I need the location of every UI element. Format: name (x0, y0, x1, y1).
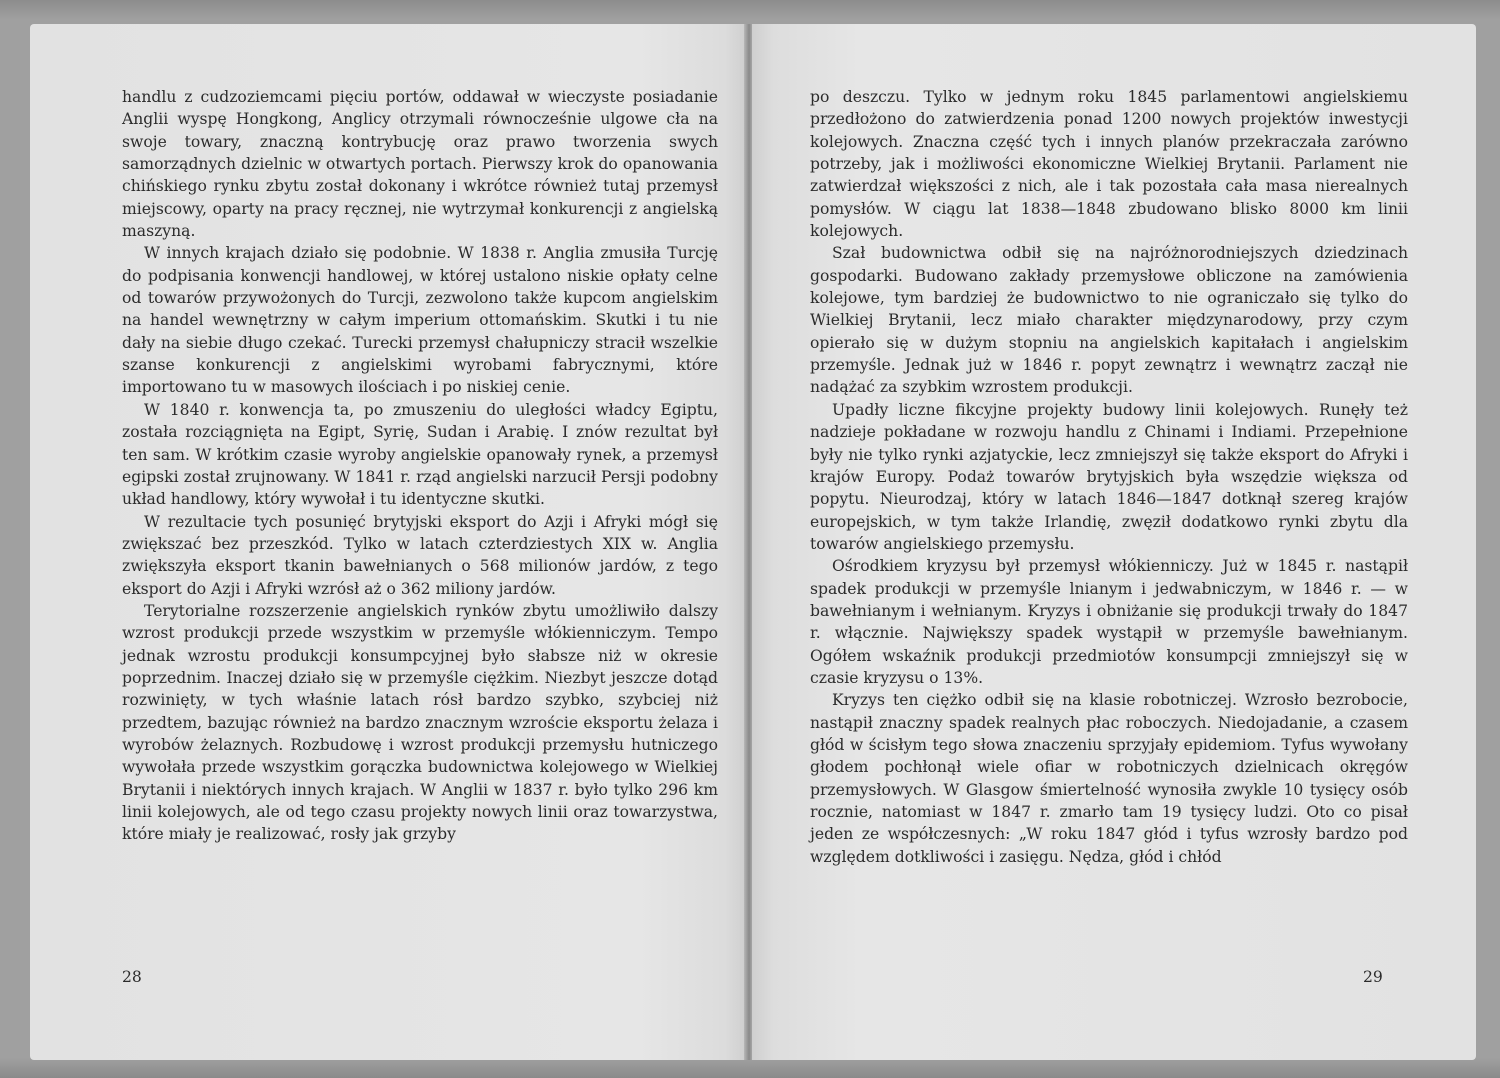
left-page-text (122, 86, 718, 846)
right-page (752, 24, 1476, 1060)
paragraph: Kryzys ten ciężko odbił się na klasie robotniczej. Wzrosło bezrobocie, nastąpił znaczny spadek realnych płac roboczych. Niedojadanie, a czasem głód w ścisłym tego słowa znaczeniu sprzyjały epidemiom. Tyfus wywołany głodem pochłonął wiele ofiar w robotniczych dzielnicach okręgów przemysłowych. W Glasgow śmiertelność wynosiła zwykle 10 tysięcy osób rocznie, natomiast w 1847 r. zmarło tam 19 tysięcy ludzi. Oto co pisał jeden ze współczesnych: „W roku 1847 głód i tyfus wzrosły bardzo pod względem dotkliwości i zasięgu. Nędza, głód i chłód (810, 691, 1408, 866)
paragraph: W 1840 r. konwencja ta, po zmuszeniu do uległości władcy Egiptu, została rozciągnięta na Egipt, Syrię, Sudan i Arabię. I znów rezultat był ten sam. W krótkim czasie wyroby angielskie opanowały rynek, a przemysł egipski został zrujnowany. W 1841 r. rząd angielski narzucił Persji podobny układ handlowy, który wywołał i tu identyczne skutki. (122, 400, 718, 509)
paragraph: Szał budownictwa odbił się na najróżnorodniejszych dziedzinach gospodarki. Budowano zakłady przemysłowe obliczone na zamówienia kolejowe, tym bardziej że budownictwo to nie ograniczało się tylko do Wielkiej Brytanii, lecz miało charakter międzynarodowy, przy czym opierało się w dużym stopniu na angielskich kapitałach i angielskim przemyśle. Jednak już w 1846 r. popyt zewnątrz i wewnątrz zaczął nie nadążać za szybkim wzrostem produkcji. (810, 244, 1408, 397)
left-page (30, 24, 746, 1060)
page-number-right: 29 (1363, 968, 1383, 986)
paragraph: Terytorialne rozszerzenie angielskich rynków zbytu umożliwiło dalszy wzrost produkcji przede wszystkim w przemyśle włókienniczym. Tempo jednak wzrostu produkcji konsumpcyjnej było słabsze niż w okresie poprzednim. Inaczej działo się w przemyśle ciężkim. Niezbyt jeszcze dotąd rozwinięty, w tych właśnie latach rósł bardzo szybko, szybciej niż przedtem, bazując również na bardzo znacznym wzroście eksportu żelaza i wyrobów żelaznych. Rozbudowę i wzrost produkcji przemysłu hutniczego wywołała przede wszystkim gorączka budownictwa kolejowego w Wielkiej Brytanii i niektórych innych krajach. W Anglii w 1837 r. było tylko 296 km linii kolejowych, ale od tego czasu projekty nowych linii oraz towarzystwa, które miały je realizować, rosły jak grzyby (122, 601, 718, 844)
paragraph: Upadły liczne fikcyjne projekty budowy linii kolejowych. Runęły też nadzieje pokładane w rozwoju handlu z Chinami i Indiami. Przepełnione były nie tylko rynki azjatyckie, lecz zmniejszył się także eksport do Afryki i krajów Europy. Podaż towarów brytyjskich była wszędzie większa od popytu. Nieurodzaj, który w latach 1846—1847 dotknął szereg krajów europejskich, w tym także Irlandię, zwęził dodatkowo rynki zbytu dla towarów angielskiego przemysłu. (810, 400, 1408, 553)
paragraph: handlu z cudzoziemcami pięciu portów, oddawał w wieczyste posiadanie Anglii wyspę Hongkong, Anglicy otrzymali równocześnie ulgowe cła na swoje towary, znaczną kontrybucję oraz prawo tworzenia swych samorządnych dzielnic w otwartych portach. Pierwszy krok do opanowania chińskiego rynku zbytu został dokonany i wkrótce również tutaj przemysł miejscowy, oparty na pracy ręcznej, nie wytrzymał konkurencji z angielską maszyną. (122, 88, 718, 241)
page-number-left: 28 (122, 968, 142, 986)
paragraph: Ośrodkiem kryzysu był przemysł włókienniczy. Już w 1845 r. nastąpił spadek produkcji w przemyśle lnianym i jedwabniczym, w 1846 r. — w bawełnianym i wełnianym. Kryzys i obniżanie się produkcji trwały do 1847 r. włącznie. Największy spadek wystąpił w przemyśle bawełnianym. Ogółem wskaźnik produkcji przedmiotów konsumpcji zmniejszył się w czasie kryzysu o 13%. (810, 557, 1408, 687)
paragraph: W rezultacie tych posunięć brytyjski eksport do Azji i Afryki mógł się zwiększać bez przeszkód. Tylko w latach czterdziestych XIX w. Anglia zwiększyła eksport tkanin bawełnianych o 568 milionów jardów, z tego eksport do Azji i Afryki wzrósł aż o 362 miliony jardów. (122, 512, 718, 598)
paragraph: po deszczu. Tylko w jednym roku 1845 parlamentowi angielskiemu przedłożono do zatwierdzenia ponad 1200 nowych projektów inwestycji kolejowych. Znaczna część tych i innych planów przekraczała zarówno potrzeby, jak i możliwości ekonomiczne Wielkiej Brytanii. Parlament nie zatwierdzał większości z nich, ale i tak pozostała cała masa nierealnych pomysłów. W ciągu lat 1838—1848 zbudowano blisko 8000 km linii kolejowych. (810, 88, 1408, 241)
right-page-text (810, 86, 1408, 868)
paragraph: W innych krajach działo się podobnie. W 1838 r. Anglia zmusiła Turcję do podpisania konwencji handlowej, w której ustalono niskie opłaty celne od towarów przywożonych do Turcji, zezwolono także kupcom angielskim na handel wewnętrzny w całym imperium ottomańskim. Skutki i tu nie dały na siebie długo czekać. Turecki przemysł chałupniczy stracił wszelkie szanse konkurencji z angielskimi wyrobami fabrycznymi, które importowano tu w masowych ilościach i po niskiej cenie. (122, 244, 718, 397)
